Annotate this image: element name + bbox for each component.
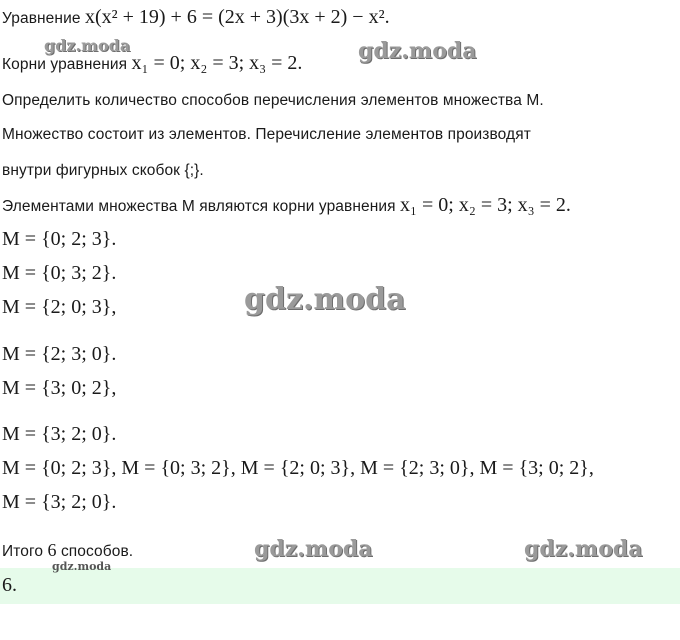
answer-bar bbox=[0, 568, 680, 604]
set-variant-5: M = {3; 0; 2}, bbox=[2, 377, 117, 399]
equation-label: Уравнение bbox=[2, 10, 85, 27]
set-variant-4: M = {2; 3; 0}. bbox=[2, 343, 117, 365]
elements-math: x₁ = 0; x₂ = 3; x₃ = 2. bbox=[400, 194, 571, 216]
watermark: gdz.moda bbox=[254, 536, 373, 562]
roots-math: x₁ = 0; x₂ = 3; x₃ = 2. bbox=[131, 52, 303, 74]
elements-label: Элементами множества М являются корни уравнения bbox=[2, 198, 401, 215]
roots-label: Корни уравнения bbox=[2, 56, 132, 73]
answer-value: 6. bbox=[2, 574, 17, 596]
braces-line: внутри фигурных скобок {;}. bbox=[2, 162, 204, 179]
total-line bbox=[2, 540, 133, 561]
watermark: gdz.moda bbox=[358, 38, 477, 64]
watermark: gdz.moda bbox=[52, 560, 112, 573]
set-description-line: Множество состоит из элементов. Перечисление элементов производят bbox=[2, 126, 531, 143]
equation-line bbox=[2, 6, 390, 29]
set-variant-6: M = {3; 2; 0}. bbox=[2, 423, 117, 445]
task-line: Определить количество способов перечисления элементов множества М. bbox=[2, 92, 544, 109]
elements-line bbox=[2, 194, 571, 217]
set-variant-1: M = {0; 2; 3}. bbox=[2, 228, 117, 250]
total-label: Итого bbox=[2, 543, 48, 560]
set-variant-3: M = {2; 0; 3}, bbox=[2, 296, 117, 318]
roots-line bbox=[2, 52, 302, 75]
watermark: gdz.moda bbox=[44, 36, 131, 55]
set-variant-2: M = {0; 3; 2}. bbox=[2, 262, 117, 284]
total-suffix: способов. bbox=[56, 543, 134, 560]
set-summary-line: M = {0; 2; 3}, M = {0; 3; 2}, M = {2; 0; 3}, M = {2; 3; 0}, M = {3; 0; 2}, bbox=[2, 457, 594, 479]
equation-math: x(x² + 19) + 6 = (2x + 3)(3x + 2) − x². bbox=[84, 6, 390, 28]
watermark: gdz.moda bbox=[524, 536, 643, 562]
total-number: 6 bbox=[47, 540, 57, 560]
watermark: gdz.moda bbox=[244, 282, 406, 317]
set-summary-line-2: M = {3; 2; 0}. bbox=[2, 491, 117, 513]
